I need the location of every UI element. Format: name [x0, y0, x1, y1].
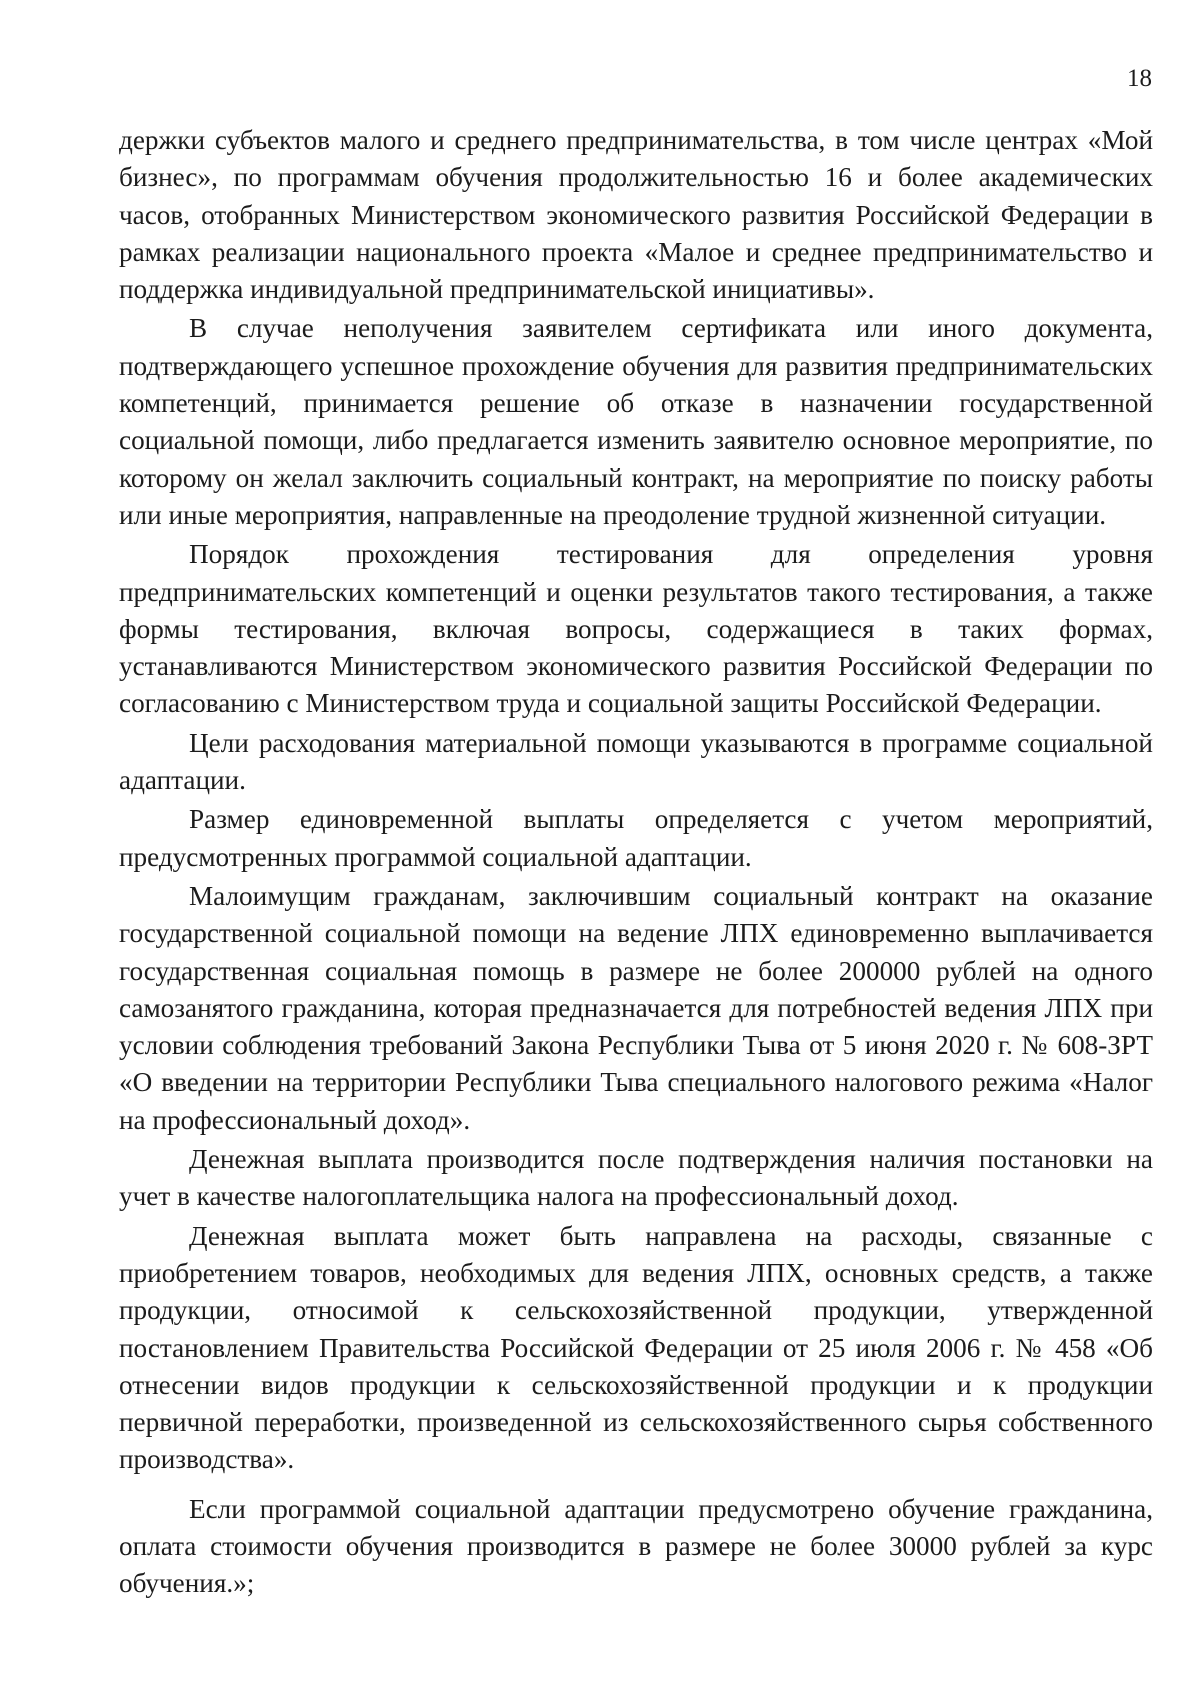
paragraph-payment-size: Размер единовременной выплаты определяется с учетом мероприятий, предусмотренных программой социальной адаптации.: [119, 804, 1153, 872]
paragraph-training-cost: Если программой социальной адаптации предусмотрено обучение гражданина, оплата стоимости обучения производится в размере не более 30000 рублей за курс обучения.»;: [119, 1493, 1153, 1599]
document-body: [119, 122, 1153, 1605]
paragraph-testing-procedure: Порядок прохождения тестирования для определения уровня предпринимательских компетенций и оценки результатов такого тестирования, а также формы тестирования, включая вопросы, содержащиеся в таких формах, устанавливаются Министерством экономического развития Российской Федерации по согласованию с Министерством труда и социальной защиты Российской Федерации.: [119, 539, 1153, 719]
paragraph-certificate-refusal: В случае неполучения заявителем сертификата или иного документа, подтверждающего успешное прохождение обучения для развития предпринимательских компетенций, принимается решение об отказе в назначении государственной социальной помощи, либо предлагается изменить заявителю основное мероприятие, по которому он желал заключить социальный контракт, на мероприятие по поиску работы или иные мероприятия, направленные на преодоление трудной жизненной ситуации.: [119, 313, 1153, 530]
paragraph-assistance-goals: Цели расходования материальной помощи указываются в программе социальной адаптации.: [119, 727, 1153, 796]
page-number: 18: [1127, 65, 1152, 92]
paragraph-continuation: держки субъектов малого и среднего предпринимательства, в том числе центрах «Мой бизнес», по программам обучения продолжительностью 16 и более академических часов, отобранных Министерством экономического развития Российской Федерации в рамках реализации национального проекта «Малое и среднее предпринимательство и поддержка индивидуальной предпринимательской инициативы».: [119, 125, 1153, 305]
paragraph-lph-assistance: Малоимущим гражданам, заключившим социальный контракт на оказание государственной социальной помощи на ведение ЛПХ единовременно выплачивается государственная социальная помощь в размере не более 200000 рублей на одного самозанятого гражданина, которая предназначается для потребностей ведения ЛПХ при условии соблюдения требований Закона Республики Тыва от 5 июня 2020 г. № 608-ЗРТ «О введении на территории Республики Тыва специального налогового режима «Налог на профессиональный доход».: [119, 880, 1153, 1135]
paragraph-payment-condition: Денежная выплата производится после подтверждения наличия постановки на учет в качестве налогоплательщика налога на профессиональный доход.: [119, 1144, 1153, 1212]
paragraph-payment-expenses: Денежная выплата может быть направлена на расходы, связанные с приобретением товаров, необходимых для ведения ЛПХ, основных средств, а также продукции, относимой к сельскохозяйственной продукции, утвержденной постановлением Правительства Российской Федерации от 25 июля 2006 г. № 458 «Об отнесении видов продукции к сельскохозяйственной продукции и к продукции первичной переработки, произведенной из сельскохозяйственного сырья собственного производства».: [119, 1220, 1153, 1475]
